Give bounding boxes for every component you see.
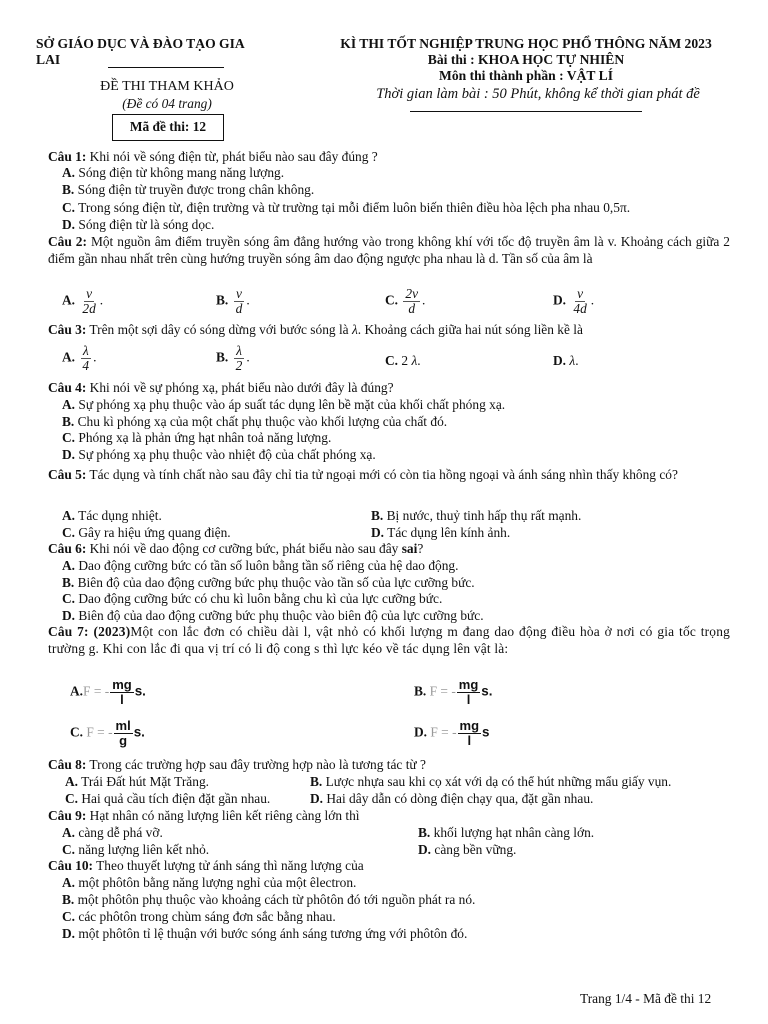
option-8b xyxy=(310,774,671,790)
option-label: D. xyxy=(62,217,76,232)
option-2c: C. $\frac{2v}{d}$ . xyxy=(385,286,426,316)
option-6c xyxy=(62,591,442,607)
option-label: B. xyxy=(310,774,323,789)
option-label: D. xyxy=(62,447,76,462)
question-2 xyxy=(48,234,730,267)
option-label: D. xyxy=(553,292,567,308)
lambda-symbol: λ xyxy=(351,322,358,337)
option-label: D. xyxy=(62,608,76,623)
option-label: B. xyxy=(62,182,75,197)
option-label: C. xyxy=(62,842,76,857)
option-4c xyxy=(62,430,331,446)
question-text-2: . Khoảng cách giữa hai nút sóng liền kề là xyxy=(357,322,583,337)
option-label: D. xyxy=(418,842,432,857)
question-text: Một nguồn âm điểm truyền sóng âm đẳng hướng vào trong không khí với tốc độ truyền âm là v. Khoảng cách giữa 2 điểm gần nhau nhất trên cùng hướng truyền sóng âm dao động ngược pha nhau là d. Tần số của âm là xyxy=(48,234,730,266)
fraction xyxy=(458,719,482,748)
question-number: Câu 1: xyxy=(48,149,87,164)
question-text: Trong các trường hợp sau đây trường hợp nào là tương tác từ ? xyxy=(86,757,426,772)
option-value: 2 xyxy=(401,353,409,368)
option-text: Biên độ của dao động cưỡng bức phụ thuộc vào biên độ của lực cưỡng bức. xyxy=(75,608,484,623)
option-label: B. xyxy=(418,825,431,840)
option-7c xyxy=(70,719,145,748)
question-3 xyxy=(48,322,583,338)
option-label: A. xyxy=(62,508,76,523)
question-7 xyxy=(48,624,730,657)
pages-note: (Đề có 04 trang) xyxy=(122,96,212,111)
formula-tail: s xyxy=(482,724,490,740)
option-label: A. xyxy=(70,683,84,699)
option-3b: B. $\frac{\lambda}{2}$ . xyxy=(216,343,250,373)
option-text: các phôtôn trong chùm sáng đơn sắc bằng nhau. xyxy=(75,909,336,924)
option-10a xyxy=(62,875,356,891)
option-label: A. xyxy=(62,165,76,180)
numerator: mg xyxy=(459,718,480,733)
option-9a xyxy=(62,825,163,841)
option-8a xyxy=(65,774,209,790)
formula-tail: s. xyxy=(481,683,493,699)
option-5c xyxy=(62,525,231,541)
header-rule-right xyxy=(410,111,642,112)
option-7a xyxy=(70,678,146,707)
question-number: Câu 8: xyxy=(48,757,87,772)
option-label: B. xyxy=(216,292,229,308)
option-1d xyxy=(62,217,214,233)
question-number: Câu 10: xyxy=(48,858,94,873)
option-9b xyxy=(418,825,594,841)
formula-prefix: F = - xyxy=(83,683,110,699)
option-label: B. xyxy=(371,508,384,523)
phase-value: 0,5π xyxy=(603,200,627,215)
option-text: một phôtôn tỉ lệ thuận với bước sóng ánh sáng tương ứng với phôtôn đó. xyxy=(75,926,468,941)
denominator: d xyxy=(235,301,243,316)
numerator: λ xyxy=(82,343,89,358)
exam-time: Thời gian làm bài : 50 Phút, không kể thời gian phát đề xyxy=(376,86,700,102)
option-label: A. xyxy=(62,349,76,365)
option-label: D. xyxy=(414,724,428,740)
option-text: Biên độ của dao động cưỡng bức phụ thuộc vào tần số của lực cưỡng bức. xyxy=(74,575,475,590)
fraction xyxy=(457,678,481,707)
fraction xyxy=(114,719,133,748)
option-text: năng lượng liên kết nhỏ. xyxy=(75,842,210,857)
fraction xyxy=(403,287,420,316)
question-number: Câu 4: xyxy=(48,380,87,395)
option-label: B. xyxy=(62,414,75,429)
denominator: 2d xyxy=(82,301,96,316)
option-1a xyxy=(62,165,284,181)
option-1c: C. Trong sóng điện từ, điện trường và từ trường tại mỗi điểm luôn biến thiên điều hòa lệch pha nhau 0,5π. xyxy=(62,200,631,215)
question-text: Hạt nhân có năng lượng liên kết riêng càng lớn thì xyxy=(86,808,360,823)
option-text: Dao động cưỡng bức có chu kì luôn bằng chu kì của lực cưỡng bức. xyxy=(75,591,443,606)
option-label: A. xyxy=(65,774,79,789)
option-7d xyxy=(414,719,490,748)
question-number: Câu 9: xyxy=(48,808,87,823)
denominator: d xyxy=(408,301,416,316)
option-label: A. xyxy=(62,558,76,573)
formula-prefix: F = - xyxy=(86,724,113,740)
option-1b xyxy=(62,182,314,198)
formula-tail: s. xyxy=(133,724,145,740)
question-number: Câu 7: (2023) xyxy=(48,624,131,639)
option-text: Tác dụng nhiệt. xyxy=(75,508,162,523)
question-6 xyxy=(48,541,423,557)
fraction xyxy=(110,678,134,707)
option-label: D. xyxy=(371,525,385,540)
option-4d xyxy=(62,447,376,463)
fraction xyxy=(80,287,97,316)
option-9d xyxy=(418,842,516,858)
option-text: một phôtôn bằng năng lượng nghỉ của một êlectron. xyxy=(75,875,357,890)
doc-type: ĐỀ THI THAM KHẢO xyxy=(100,79,234,94)
option-text: Hai quả cầu tích điện đặt gần nhau. xyxy=(78,791,271,806)
numerator: λ xyxy=(236,343,242,358)
option-10b xyxy=(62,892,475,908)
option-text: Trái Đất hút Mặt Trăng. xyxy=(78,774,209,789)
option-4b xyxy=(62,414,447,430)
option-label: C. xyxy=(62,430,76,445)
denominator: 2 xyxy=(235,358,243,373)
option-text: Tác dụng lên kính ảnh. xyxy=(384,525,511,540)
question-text: Một con lắc đơn có chiều dài l, vật nhỏ có khối lượng m đang dao động điều hòa ở nơi có gia tốc trọng trường g. Khi con lắc đi qua vị trí có li độ cong s thì lực kéo về tác dụng lên vật là: xyxy=(48,624,730,656)
option-label: C. xyxy=(385,292,399,308)
denominator: l xyxy=(120,692,124,707)
option-text: Dao động cưỡng bức có tần số luôn bằng tần số riêng của hệ dao động. xyxy=(75,558,459,573)
numerator: v xyxy=(577,286,584,301)
option-2b: B. $\frac{v}{d}$ . xyxy=(216,286,250,316)
school-name: SỞ GIÁO DỤC VÀ ĐÀO TẠO GIA xyxy=(36,36,245,51)
question-number: Câu 6: xyxy=(48,541,87,556)
option-label: C. xyxy=(62,200,76,215)
numerator: ml xyxy=(115,718,131,733)
exam-subject: Bài thi : KHOA HỌC TỰ NHIÊN xyxy=(427,52,625,67)
option-label: C. xyxy=(62,909,76,924)
formula-prefix: F = - xyxy=(429,683,456,699)
option-text: Sự phóng xạ phụ thuộc vào nhiệt độ của chất phóng xạ. xyxy=(75,447,376,462)
option-text: Hai dây dẫn có dòng điện chạy qua, đặt gần nhau. xyxy=(323,791,594,806)
option-text: Lược nhựa sau khi cọ xát với dạ có thể hút những mẩu giấy vụn. xyxy=(322,774,672,789)
exam-component: Môn thi thành phần : VẬT LÍ xyxy=(438,68,614,83)
question-text: Tác dụng và tính chất nào sau đây chỉ tia tử ngoại mới có còn tia hồng ngoại và ánh sáng nhìn thấy không có? xyxy=(86,467,678,482)
option-text: Sự phóng xạ phụ thuộc vào áp suất tác dụng lên bề mặt của khối chất phóng xạ. xyxy=(75,397,506,412)
fraction xyxy=(571,287,588,316)
option-10c xyxy=(62,909,336,925)
option-7b xyxy=(414,678,492,707)
option-4a xyxy=(62,397,505,413)
question-text: Theo thuyết lượng tử ánh sáng thì năng lượng của xyxy=(93,858,364,873)
option-label: A. xyxy=(62,875,76,890)
option-6b xyxy=(62,575,475,591)
option-label: B. xyxy=(62,892,75,907)
header-rule-left xyxy=(108,67,224,68)
question-1 xyxy=(48,149,378,165)
option-text: càng bền vững. xyxy=(431,842,517,857)
exam-code: Mã đề thi: 12 xyxy=(129,119,207,134)
denominator: 4 xyxy=(82,358,90,373)
option-text: một phôtôn phụ thuộc vào khoảng cách từ phôtôn đó tới nguồn phát ra nó. xyxy=(74,892,476,907)
question-8 xyxy=(48,757,426,773)
question-9 xyxy=(48,808,360,824)
option-text: Phóng xạ là phản ứng hạt nhân toả năng lượng. xyxy=(75,430,332,445)
option-label: A. xyxy=(62,825,76,840)
option-5d xyxy=(371,525,510,541)
emphasis-sai: sai xyxy=(401,541,418,556)
option-text: khối lượng hạt nhân càng lớn. xyxy=(430,825,595,840)
option-text: Sóng điện từ không mang năng lượng. xyxy=(75,165,285,180)
option-3c: C. 2 λ. xyxy=(385,353,421,368)
lambda-symbol: λ xyxy=(411,353,418,368)
option-text: Trong sóng điện từ, điện trường và từ trường tại mỗi điểm luôn biến thiên điều hòa lệch pha nhau xyxy=(75,200,600,215)
question-number: Câu 2: xyxy=(48,234,87,249)
option-text: Gây ra hiệu ứng quang điện. xyxy=(75,525,231,540)
option-6a xyxy=(62,558,458,574)
denominator: l xyxy=(467,733,472,748)
option-2a: A. $\frac{v}{2d}$ . xyxy=(62,286,104,316)
option-label: A. xyxy=(62,292,76,308)
option-2d: D. $\frac{v}{4d}$ . xyxy=(553,286,595,316)
question-text: Khi nói về dao động cơ cưỡng bức, phát biểu nào sau đây xyxy=(86,541,402,556)
option-3d: D. λ. xyxy=(553,353,579,368)
option-text: Chu kì phóng xạ của một chất phụ thuộc vào khối lượng của chất đó. xyxy=(74,414,448,429)
option-label: D. xyxy=(553,353,567,368)
question-text: Trên một sợi dây có sóng dừng với bước sóng là xyxy=(86,322,349,337)
school-name-cont: LAI xyxy=(36,52,61,67)
numerator: mg xyxy=(458,677,479,692)
question-5 xyxy=(48,464,730,486)
exam-title: KÌ THI TỐT NGHIỆP TRUNG HỌC PHỔ THÔNG NĂM 2023 xyxy=(340,36,712,51)
denominator: 4d xyxy=(573,301,587,316)
option-label: B. xyxy=(62,575,75,590)
option-5b xyxy=(371,508,581,524)
numerator: 2v xyxy=(405,286,419,301)
option-text: Sóng điện từ là sóng dọc. xyxy=(75,217,215,232)
option-label: C. xyxy=(385,353,399,368)
fraction xyxy=(80,344,91,373)
formula-tail: s. xyxy=(134,683,146,699)
question-mark: ? xyxy=(417,541,424,556)
page-footer: Trang 1/4 - Mã đề thi 12 xyxy=(580,991,712,1006)
option-label: C. xyxy=(70,724,84,740)
denominator: g xyxy=(119,733,128,748)
option-label: B. xyxy=(414,683,427,699)
option-label: D. xyxy=(62,926,76,941)
option-text: càng dễ phá vỡ. xyxy=(75,825,163,840)
option-label: A. xyxy=(62,397,76,412)
option-8c xyxy=(65,791,270,807)
option-8d xyxy=(310,791,593,807)
denominator: l xyxy=(466,692,471,707)
option-label: B. xyxy=(216,349,229,365)
option-text: Bị nước, thuỷ tinh hấp thụ rất mạnh. xyxy=(383,508,582,523)
fraction xyxy=(234,287,245,316)
question-text: Khi nói về sự phóng xạ, phát biểu nào dưới đây là đúng? xyxy=(86,380,394,395)
question-4 xyxy=(48,380,394,396)
option-6d xyxy=(62,608,484,624)
formula-prefix: F = - xyxy=(430,724,457,740)
fraction xyxy=(234,344,245,373)
question-number: Câu 3: xyxy=(48,322,87,337)
option-text: Sóng điện từ truyền được trong chân không. xyxy=(74,182,315,197)
option-label: C. xyxy=(65,791,79,806)
option-10d xyxy=(62,926,467,942)
numerator: mg xyxy=(112,677,132,692)
option-label: C. xyxy=(62,591,76,606)
question-text: Khi nói về sóng điện từ, phát biểu nào sau đây đúng ? xyxy=(86,149,378,164)
option-3a: A. $\frac{\lambda}{4}$ . xyxy=(62,343,97,373)
option-label: C. xyxy=(62,525,76,540)
numerator: v xyxy=(86,286,93,301)
option-5a xyxy=(62,508,162,524)
question-number: Câu 5: xyxy=(48,467,87,482)
question-10 xyxy=(48,858,364,874)
option-9c xyxy=(62,842,209,858)
option-label: D. xyxy=(310,791,324,806)
numerator: v xyxy=(236,286,242,301)
option-value: λ xyxy=(569,353,576,368)
